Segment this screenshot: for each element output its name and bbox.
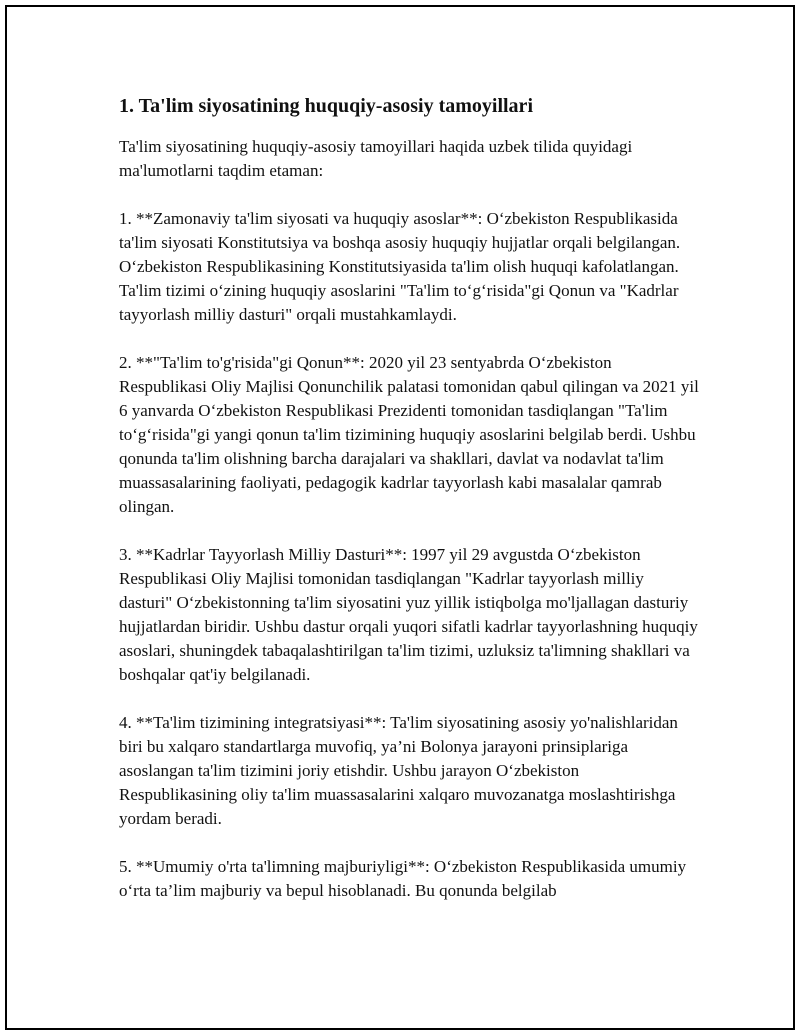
document-title: 1. Ta'lim siyosatining huquqiy-asosiy tamoyillari — [119, 95, 533, 117]
document-page — [5, 5, 795, 1030]
paragraph-2: 2. **"Ta'lim to'g'risida"gi Qonun**: 2020 yil 23 sentyabrda O‘zbekiston Respublikasi Oliy Majlisi Qonunchilik palatasi tomonidan qabul qilingan va 2021 yil 6 yanvarda O‘zbekiston Respublikasi Prezidenti tomonidan tasdiqlangan "Ta'lim to‘g‘risida"gi yangi qonun ta'lim tizimining huquqiy asoslarini belgilab berdi. Ushbu qonunda ta'lim olishning barcha darajalari va shakllari, davlat va nodavlat ta'lim muassasalarining faoliyati, pedagogik kadrlar tayyorlash kabi masalalar qamrab olingan. — [119, 353, 699, 516]
paragraph-1: 1. **Zamonaviy ta'lim siyosati va huquqiy asoslar**: O‘zbekiston Respublikasida ta'lim siyosati Konstitutsiya va boshqa asosiy huquqiy hujjatlar orqali belgilangan. O‘zbekiston Respublikasining Konstitutsiyasida ta'lim olish huquqi kafolatlangan. Ta'lim tizimi o‘zining huquqiy asoslarini "Ta'lim to‘g‘risida"gi Qonun va "Kadrlar tayyorlash milliy dasturi" orqali mustahkamlaydi. — [119, 209, 681, 324]
paragraph-5: 5. **Umumiy o'rta ta'limning majburiyligi**: O‘zbekiston Respublikasida umumiy o‘rta ta’lim majburiy va bepul hisoblanadi. Bu qonunda belgilab — [119, 857, 687, 900]
paragraph-3: 3. **Kadrlar Tayyorlash Milliy Dasturi**: 1997 yil 29 avgustda O‘zbekiston Respublikasi Oliy Majlisi tomonidan tasdiqlangan "Kadrlar tayyorlash milliy dasturi" O‘zbekistonning ta'lim siyosatini yuz yillik istiqbolga mo'ljallagan dasturiy hujjatlardan biridir. Ushbu dastur orqali yuqori sifatli kadrlar tayyorlashning huquqiy asoslari, shuningdek tabaqalashtirilgan ta'lim tizimi, uzluksiz ta'limning shakllari va boshqalar qat'iy belgilanadi. — [119, 545, 698, 684]
intro-paragraph: Ta'lim siyosatining huquqiy-asosiy tamoyillari haqida uzbek tilida quyidagi ma'lumotlarni taqdim etaman: — [119, 137, 633, 180]
paragraph-4: 4. **Ta'lim tizimining integratsiyasi**: Ta'lim siyosatining asosiy yo'nalishlaridan biri bu xalqaro standartlarga muvofiq, ya’ni Bolonya jarayoni prinsiplariga asoslangan ta'lim tizimini joriy etishdir. Ushbu jarayon O‘zbekiston Respublikasining oliy ta'lim muassasalarini xalqaro muvozanatga moslashtirishga yordam beradi. — [119, 713, 678, 828]
document-body — [119, 93, 699, 927]
